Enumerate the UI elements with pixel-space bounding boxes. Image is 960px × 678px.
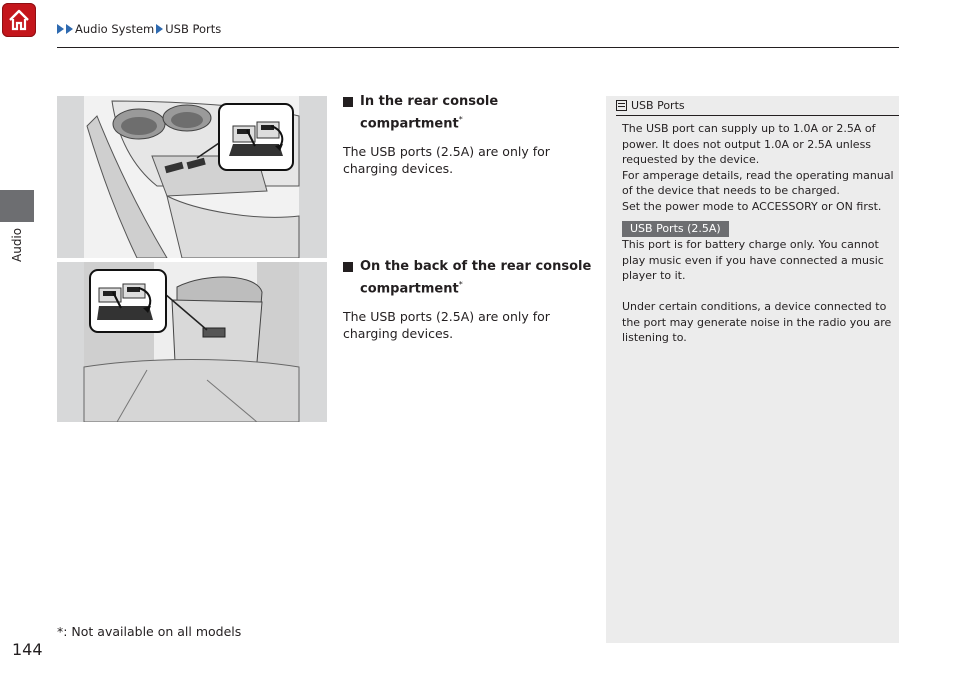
rear-console-compartment-illustration [57, 96, 327, 258]
breadcrumb [57, 22, 221, 36]
usb-ports-badge: USB Ports (2.5A) [622, 221, 729, 237]
square-bullet-icon [343, 97, 353, 107]
footnote: *: Not available on all models [57, 624, 242, 639]
section-heading-text: On the back of the rear console compartment [360, 259, 592, 297]
square-bullet-icon [343, 262, 353, 272]
section-heading [343, 93, 593, 133]
asterisk-mark: * [458, 115, 463, 124]
breadcrumb-arrow-icon [57, 24, 64, 34]
chapter-tab-label: Audio [10, 227, 24, 262]
section-body: The USB ports (2.5A) are only for charging devices. [343, 309, 550, 342]
notes-title [616, 98, 685, 114]
notes-divider [616, 115, 899, 116]
page-number: 144 [12, 640, 43, 659]
notes-paragraph: This port is for battery charge only. You cannot play music even if you have connected a music player to it. [622, 238, 884, 282]
breadcrumb-item-audio-system[interactable]: Audio System [75, 22, 155, 36]
notes-title-text: USB Ports [631, 99, 685, 112]
header-divider [57, 47, 899, 48]
section-back-rear-console [343, 258, 593, 342]
breadcrumb-arrow-icon [66, 24, 73, 34]
notes-paragraph: Under certain conditions, a device connected to the port may generate noise in the radio you are listening to. [622, 300, 892, 344]
rear-console-back-illustration [57, 262, 327, 422]
asterisk-mark: * [458, 280, 463, 289]
section-heading [343, 258, 593, 298]
section-body: The USB ports (2.5A) are only for charging devices. [343, 144, 550, 177]
section-heading-text: In the rear console compartment [360, 94, 499, 132]
breadcrumb-arrow-icon [156, 24, 163, 34]
note-icon [616, 100, 627, 111]
home-button[interactable] [2, 3, 36, 37]
chapter-tab[interactable] [0, 190, 34, 222]
notes-paragraph: The USB port can supply up to 1.0A or 2.5A of power. It does not output 1.0A or 2.5A unless requested by the device. For amperage details, read the operating manual of the device that needs to be charged. Set the power mode to ACCESSORY or ON first. [622, 122, 894, 213]
breadcrumb-item-usb-ports[interactable]: USB Ports [165, 22, 222, 36]
home-icon [7, 8, 31, 32]
section-rear-console [343, 93, 593, 177]
notes-panel [606, 96, 899, 643]
